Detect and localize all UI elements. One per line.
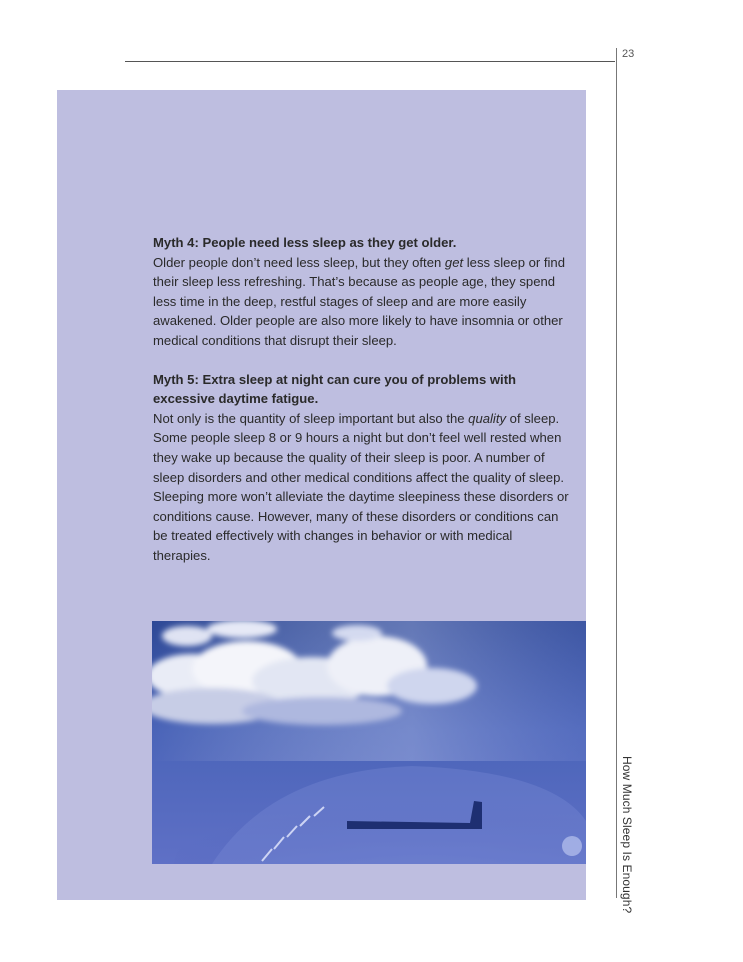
myth-4	[153, 233, 573, 351]
myth-body	[153, 253, 573, 351]
emphasis-text: quality	[468, 410, 507, 426]
page-number: 23	[622, 48, 635, 60]
myths-content	[153, 233, 573, 585]
body-text: Older people don’t need less sleep, but they often	[153, 254, 445, 270]
clouds-and-clock-photo	[152, 621, 586, 864]
myth-title: Myth 4: People need less sleep as they get older.	[153, 235, 457, 250]
running-head: How Much Sleep Is Enough?	[620, 756, 634, 914]
body-text: less sleep or find their sleep less refreshing. That’s because as people age, they spend less time in the deep, restful stages of sleep and are more easily awakened. Older people are also more likely to have insomnia or other medical conditions that disrupt their sleep.	[153, 254, 566, 348]
myth-title: Myth 5: Extra sleep at night can cure you of problems with excessive daytime fatigue.	[153, 371, 517, 407]
side-rule	[616, 48, 617, 898]
myth-5	[153, 370, 573, 566]
body-text: Not only is the quantity of sleep important but also the	[153, 410, 469, 426]
body-text: of sleep. Some people sleep 8 or 9 hours a night but don’t feel well rested when they wake up because the quality of their sleep is poor. A number of sleep disorders and other medical conditions affect the quality of sleep. Sleeping more won’t alleviate the daytime sleepiness these disorders or conditions cause. However, many of these disorders or conditions can be treated effectively with changes in behavior or with medical therapies.	[153, 410, 569, 563]
photo-illustration	[152, 621, 586, 864]
top-rule	[125, 61, 615, 62]
emphasis-text: get	[444, 254, 464, 270]
myth-body	[153, 409, 573, 566]
